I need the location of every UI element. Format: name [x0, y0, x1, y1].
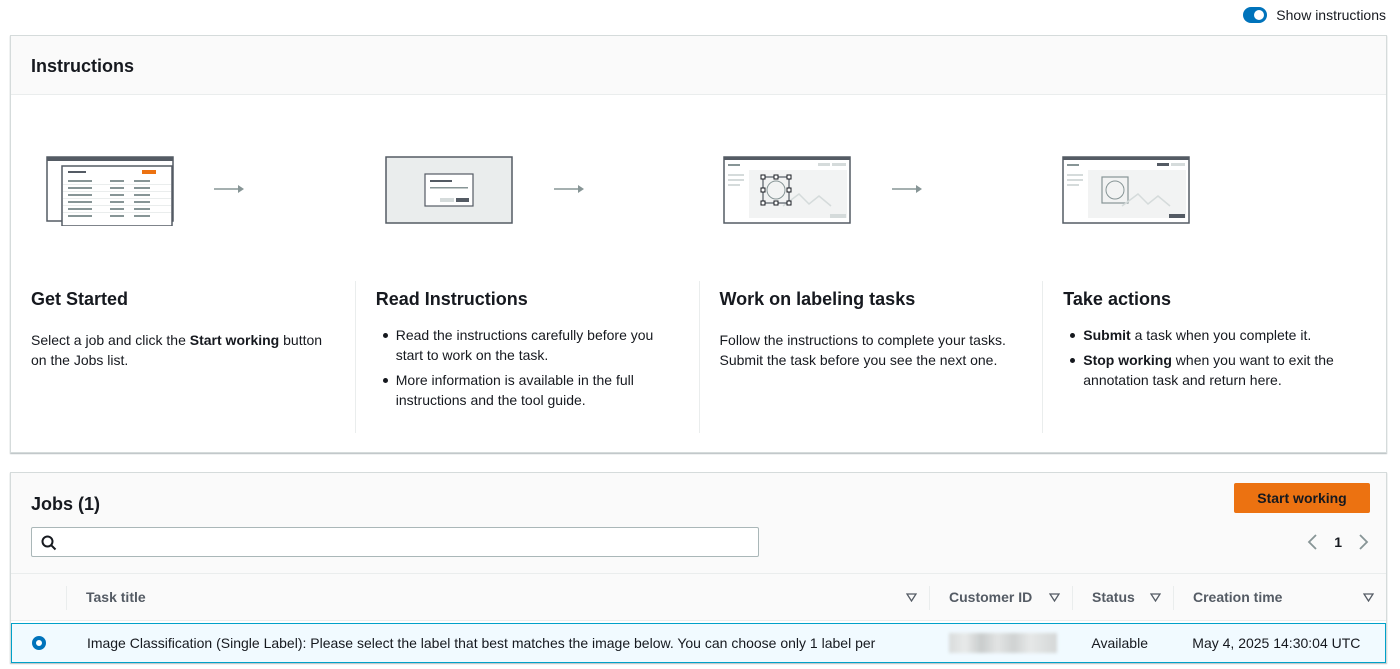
- arrow-right-icon: [892, 184, 924, 194]
- redacted-customer-id: [949, 633, 1057, 653]
- step-get-started: [11, 281, 355, 433]
- creation-time-cell: May 4, 2025 14:30:04 UTC: [1192, 635, 1361, 651]
- column-header-creation-time[interactable]: Creation time: [1173, 574, 1386, 620]
- pagination: [1306, 533, 1370, 551]
- step-title: Work on labeling tasks: [719, 289, 916, 309]
- select-column-header: [11, 574, 66, 620]
- row-radio-selected[interactable]: [32, 636, 46, 650]
- job-list-illustration: [46, 156, 174, 226]
- customer-id-cell: [929, 624, 1072, 662]
- jobs-header: [11, 473, 1386, 573]
- task-title-cell: Image Classification (Single Label): Please select the label that best matches the image below. You can choose only 1 label per: [86, 635, 876, 651]
- table-header: [11, 573, 1386, 621]
- step-read-instructions: [355, 281, 699, 433]
- sort-down-icon: [1363, 593, 1374, 602]
- arrow-right-icon: [554, 184, 586, 194]
- steps-list: [11, 281, 1386, 433]
- steps-illustrations: [11, 156, 1386, 228]
- show-instructions-toggle[interactable]: [1243, 7, 1267, 23]
- search-box[interactable]: [31, 527, 759, 557]
- jobs-title: Jobs (1): [31, 494, 101, 514]
- sort-down-icon: [1150, 593, 1161, 602]
- search-icon: [41, 535, 57, 551]
- row-select-cell[interactable]: [12, 624, 67, 662]
- column-header-task-title[interactable]: Task title: [66, 574, 929, 620]
- step-bullet: More information is available in the full instructions and the tool guide.: [396, 370, 679, 410]
- instructions-dialog-illustration: [385, 156, 513, 226]
- instructions-header: [11, 36, 1386, 95]
- labeling-tool-illustration: [723, 156, 851, 226]
- sort-down-icon: [906, 593, 917, 602]
- step-title: Take actions: [1063, 289, 1171, 309]
- column-header-status[interactable]: Status: [1072, 574, 1173, 620]
- step-work-on-tasks: [699, 281, 1043, 433]
- step-title: Get Started: [31, 289, 129, 309]
- show-instructions-toggle-row: [1243, 6, 1386, 24]
- arrow-right-icon: [214, 184, 246, 194]
- instructions-title: Instructions: [31, 56, 135, 76]
- step-bullet: Stop working when you want to exit the annotation task and return here.: [1083, 350, 1366, 390]
- take-actions-illustration: [1062, 156, 1190, 226]
- step-take-actions: [1042, 281, 1386, 433]
- column-header-customer-id[interactable]: Customer ID: [929, 574, 1072, 620]
- current-page[interactable]: 1: [1334, 534, 1342, 550]
- step-bullet: Read the instructions carefully before you start to work on the task.: [396, 325, 679, 365]
- step-text: Follow the instructions to complete your tasks. Submit the task before you see the next one.: [719, 332, 1006, 368]
- step-bullet: Submit a task when you complete it.: [1083, 325, 1366, 345]
- show-instructions-label: Show instructions: [1276, 7, 1386, 23]
- start-working-button[interactable]: Start working: [1234, 483, 1370, 513]
- search-input[interactable]: [66, 531, 746, 553]
- chevron-left-icon[interactable]: [1306, 533, 1320, 551]
- step-title: Read Instructions: [375, 289, 528, 309]
- sort-down-icon: [1049, 593, 1060, 602]
- step-text: Select a job and click the Start working button on the Jobs list.: [31, 332, 323, 368]
- table-row[interactable]: [11, 623, 1386, 663]
- jobs-panel: [10, 472, 1387, 663]
- status-cell: Available: [1091, 635, 1148, 651]
- chevron-right-icon[interactable]: [1356, 533, 1370, 551]
- instructions-panel: [10, 35, 1387, 453]
